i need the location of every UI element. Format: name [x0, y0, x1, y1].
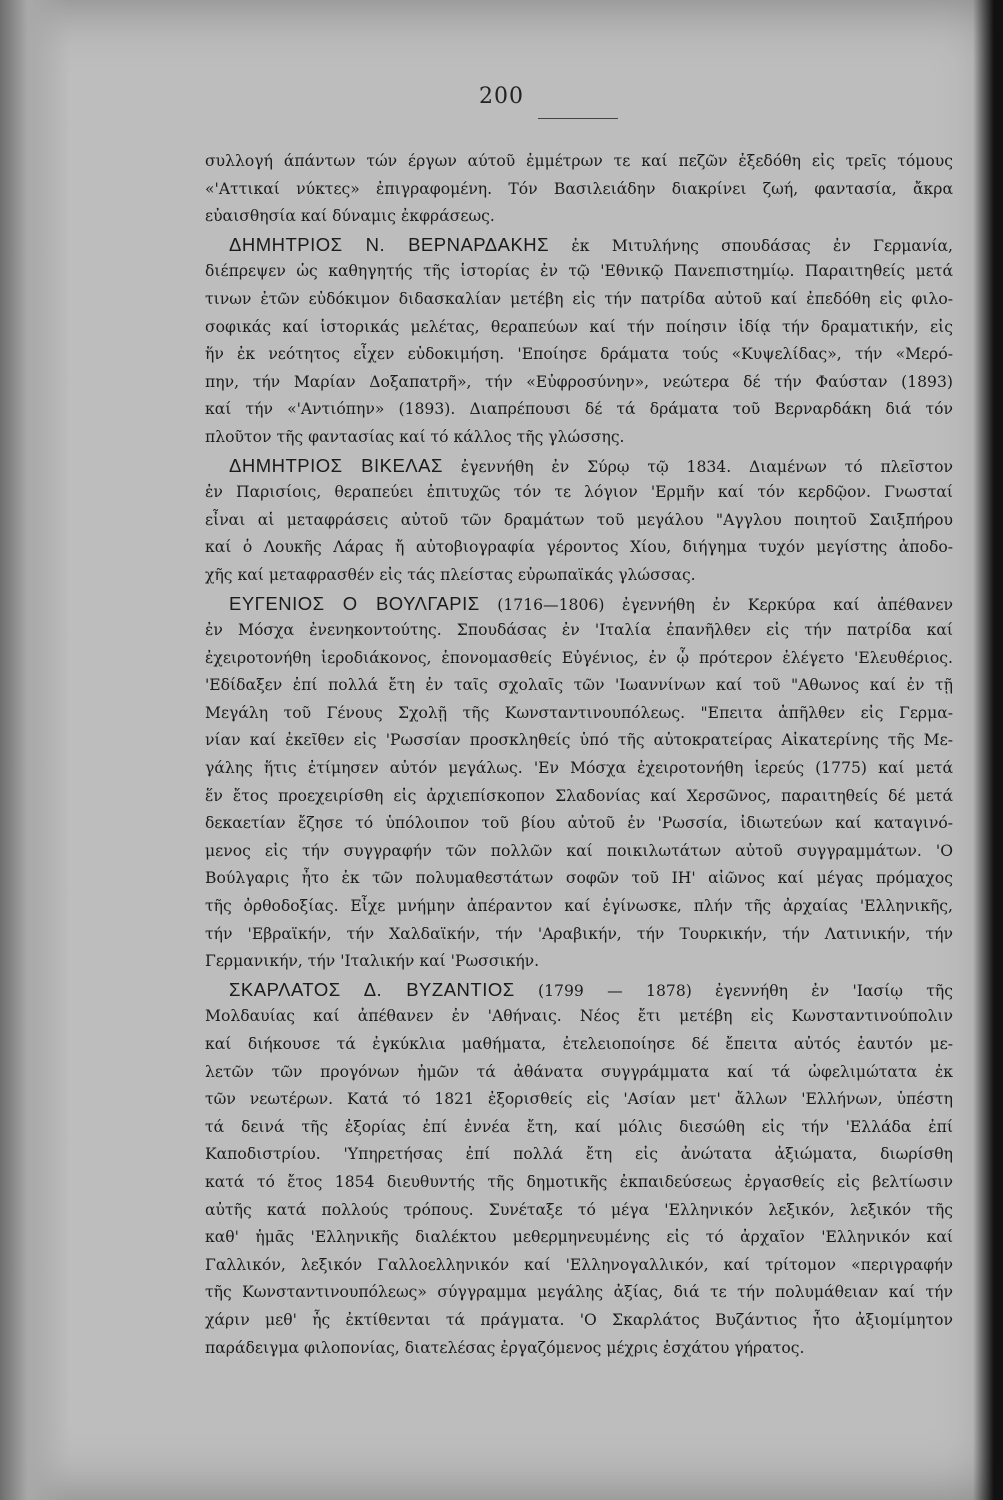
- text-line: εἶναι αἱ μεταφράσεις αὐτοῦ τῶν δραμάτων τοῦ μεγάλου "Αγγλου ποιητοῦ Σαιξπήρου: [205, 510, 953, 529]
- entry-heading-line: [205, 452, 953, 480]
- binding-shadow: [0, 0, 70, 1500]
- text-line: Γερμανικήν, τήν 'Ιταλικήν καί 'Ρωσσικήν.: [205, 952, 540, 971]
- text-line: τινων ἐτῶν εὐδόκιμον διδασκαλίαν μετέβη εἰς τήν πατρίδα αὐτοῦ καί ἐπεδόθη εἰς φιλο-: [205, 289, 953, 308]
- text-line: πλοῦτον τῆς φαντασίας καί τό κάλλος τῆς γλώσσης.: [205, 427, 625, 446]
- text-line: λετῶν τῶν προγόνων ἡμῶν τά ἀθάνατα συγγράμματα καί τά ὠφελιμώτατα ἐκ: [205, 1062, 953, 1081]
- text-line: παράδειγμα φιλοπονίας, διατελέσας ἐργαζόμενος μέχρις ἐσχάτου γήρατος.: [205, 1338, 805, 1357]
- entry-first-line: ἐγεννήθη ἐν Σύρῳ τῷ 1834. Διαμένων τό πλεῖστον: [460, 457, 953, 476]
- text-line: Μολδαυίας καί ἀπέθανεν ἐν 'Αθήναις. Νέος ἔτι μετέβη εἰς Κωνσταντινούπολιν: [205, 1007, 953, 1026]
- text-line: τά δεινά τῆς ἐξορίας ἐπί ἐννέα ἔτη, καί μόλις διεσώθη εἰς τήν 'Ελλάδα ἐπί: [205, 1117, 953, 1136]
- text-line: πην, τήν Μαρίαν Δοξαπατρῆ», τήν «Εὐφροσύνην», νεώτερα δέ τήν Φαύσταν (1893): [205, 372, 953, 391]
- text-line: καί τήν «'Αντιόπην» (1893). Διαπρέπουσι δέ τά δράματα τοῦ Βερναρδάκη διά τόν: [205, 400, 953, 419]
- text-line: 'Εδίδαξεν ἐπί πολλά ἔτη ἐν ταῖς σχολαῖς τῶν 'Ιωαννίνων καί τοῦ "Αθωνος καί ἐν τῇ: [205, 676, 953, 695]
- text-line: ἐν Μόσχα ἐνενηκοντούτης. Σπουδάσας ἐν 'Ιταλία ἐπανῆλθεν εἰς τήν πατρίδα καί: [205, 621, 953, 640]
- entry-heading-line: [205, 231, 953, 259]
- entry-heading-line: [205, 590, 953, 618]
- entry-name: ΣΚΑΡΛΑΤΟΣ Δ. ΒΥΖΑΝΤΙΟΣ: [229, 978, 515, 1000]
- text-line: «'Αττικαί νύκτες» ἐπιγραφομένη. Τόν Βασιλειάδην διακρίνει ζωή, φαντασία, ἄκρα: [205, 179, 953, 198]
- text-line: αὐτῆς κατά πολλούς τρόπους. Συνέταξε τό μέγα 'Ελληνικόν λεξικόν, λεξικόν τῆς: [205, 1200, 953, 1219]
- text-line: μενος εἰς τήν συγγραφήν τῶν πολλῶν καί ποικιλωτάτων αὐτοῦ συγγραμμάτων. 'Ο: [205, 841, 953, 860]
- text-line: εὐαισθησία καί δύναμις ἐκφράσεως.: [205, 207, 495, 226]
- text-line: ἐχειροτονήθη ἱεροδιάκονος, ἐπονομασθείς Εὐγένιος, ἐν ᾧ πρότερον ἐλέγετο 'Ελευθέριος.: [205, 648, 953, 667]
- entry-first-line: (1716—1806) ἐγεννήθη ἐν Κερκύρα καί ἀπέθανεν: [497, 595, 953, 614]
- page-number: 200: [479, 84, 524, 109]
- page-edge: [973, 0, 1003, 1500]
- entry-first-line: (1799 — 1878) ἐγεννήθη ἐν 'Ιασίῳ τῆς: [538, 981, 953, 1000]
- text-line: καθ' ἡμᾶς 'Ελληνικῆς διαλέκτου μεθερμηνευμένης εἰς τό ἀρχαῖον 'Ελληνικόν καί: [205, 1228, 953, 1247]
- text-line: τῆς ὀρθοδοξίας. Εἶχε μνήμην ἀπέραντον καί ἐγίνωσκε, πλήν τῆς ἀρχαίας 'Ελληνικῆς,: [205, 897, 953, 916]
- text-line: κατά τό ἔτος 1854 διευθυντής τῆς δημοτικῆς ἐκπαιδεύσεως ἐργασθείς εἰς βελτίωσιν: [205, 1172, 953, 1191]
- text-line: νίαν καί ἐκεῖθεν εἰς 'Ρωσσίαν προσκληθείς ὑπό τῆς αὐτοκρατείρας Αἰκατερίνης τῆς Με-: [205, 731, 953, 750]
- body-text: [205, 148, 953, 1362]
- entry-name: ΔΗΜΗΤΡΙΟΣ Ν. ΒΕΡΝΑΡΔΑΚΗΣ: [229, 233, 550, 255]
- entry-first-line: ἐκ Μιτυλήνης σπουδάσας ἐν Γερμανία,: [571, 236, 953, 255]
- text-line: Βούλγαρις ἦτο ἐκ τῶν πολυμαθεστάτων σοφῶν τοῦ ΙΗ' αἰῶνος καί μέγας πρόμαχος: [205, 869, 953, 888]
- text-line: σοφικάς καί ἱστορικάς μελέτας, θεραπεύων καί τήν ποίησιν ἰδίᾳ τήν δραματικήν, εἰς: [205, 317, 953, 336]
- text-line: Γαλλικόν, λεξικόν Γαλλοελληνικόν καί 'Ελληνογαλλικόν, καί τρίτομον «περιγραφήν: [205, 1255, 953, 1274]
- header-rule: [538, 118, 618, 119]
- text-line: γάλης ἥτις ἐτίμησεν αὐτόν μεγάλως. 'Εν Μόσχα ἐχειροτονήθη ἱερεύς (1775) καί μετά: [205, 759, 953, 778]
- text-line: Καποδιστρίου. 'Υπηρετήσας ἐπί πολλά ἔτη εἰς ἀνώτατα ἀξιώματα, διωρίσθη: [205, 1145, 953, 1164]
- text-line: ἥν ἐκ νεότητος εἶχεν εὐδοκιμήση. 'Εποίησε δράματα τούς «Κυψελίδας», τήν «Μερό-: [205, 345, 953, 364]
- text-line: καί ὁ Λουκῆς Λάρας ἤ αὐτοβιογραφία γέροντος Χίου, διήγημα τυχόν μεγίστης ἀποδο-: [205, 538, 953, 557]
- entry-name: ΕΥΓΕΝΙΟΣ Ο ΒΟΥΛΓΑΡΙΣ: [229, 592, 480, 614]
- text-line: ἐν Παρισίοις, θεραπεύει ἐπιτυχῶς τόν τε λόγιον 'Ερμῆν καί τόν κερδῷον. Γνωσταί: [205, 483, 953, 502]
- text-line: δεκαετίαν ἔζησε τό ὑπόλοιπον τοῦ βίου αὐτοῦ ἐν 'Ρωσσία, ἰδιωτεύων καί καταγινό-: [205, 814, 953, 833]
- text-line: Μεγάλη τοῦ Γένους Σχολῇ τῆς Κωνσταντινουπόλεως. "Επειτα ἀπῆλθεν εἰς Γερμα-: [205, 703, 953, 722]
- text-line: χάριν μεθ' ἧς ἐκτίθενται τά πράγματα. 'Ο Σκαρλάτος Βυζάντιος ἦτο ἀξιομίμητον: [205, 1310, 953, 1329]
- entry-name: ΔΗΜΗΤΡΙΟΣ ΒΙΚΕΛΑΣ: [229, 454, 443, 476]
- text-line: τήν 'Εβραϊκήν, τήν Χαλδαϊκήν, τήν 'Αραβικήν, τήν Τουρκικήν, τήν Λατινικήν, τήν: [205, 924, 953, 943]
- text-line: τῆς Κωνσταντινουπόλεως» σύγγραμμα μεγάλης ἀξίας, διά τε τήν πολυμάθειαν καί τήν: [205, 1283, 953, 1302]
- text-line: καί διήκουσε τά ἐγκύκλια μαθήματα, ἐτελειοποίησε δέ ἔπειτα αὐτός ἑαυτόν με-: [205, 1035, 953, 1053]
- text-line: διέπρεψεν ὡς καθηγητής τῆς ἱστορίας ἐν τῷ 'Εθνικῷ Πανεπιστημίῳ. Παραιτηθείς μετά: [205, 262, 953, 281]
- text-line: ἕν ἔτος προεχειρίσθη εἰς ἀρχιεπίσκοπον Σλαδονίας καί Χερσῶνος, παραιτηθείς δέ μετά: [205, 786, 953, 805]
- text-line: τῶν νεωτέρων. Κατά τό 1821 ἐξορισθείς εἰς 'Ασίαν μετ' ἄλλων 'Ελλήνων, ὑπέστη: [205, 1090, 953, 1109]
- text-line: χῆς καί μεταφρασθέν εἰς τάς πλείστας εὐρωπαϊκάς γλώσσας.: [205, 565, 696, 584]
- entry-heading-line: [205, 976, 953, 1004]
- text-line: συλλογή άπάντων τών έργων αύτοῦ ἐμμέτρων τε καί πεζῶν ἐξεδόθη εἰς τρεῖς τόμους: [205, 152, 953, 170]
